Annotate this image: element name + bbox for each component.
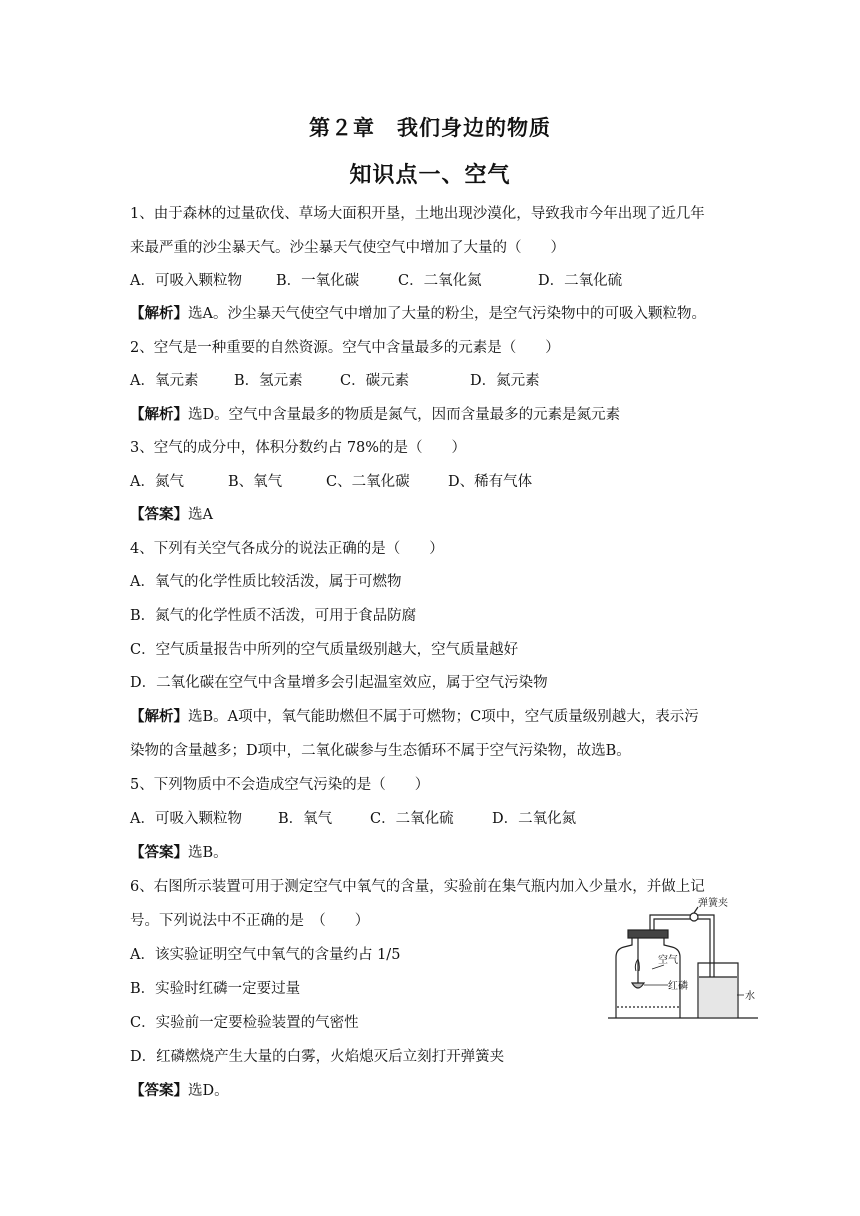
q1-option-d: D．二氧化硫 [538, 273, 623, 289]
flame [635, 959, 639, 971]
q5-answer-text: 选B。 [188, 845, 228, 861]
q1-analysis-text: 选A。沙尘暴天气使空气中增加了大量的粉尘，是空气污染物中的可吸入颗粒物。 [188, 306, 706, 322]
q4-option-c: C．空气质量报告中所列的空气质量级别越大，空气质量越好 [130, 642, 519, 658]
q1-analysis-tag: 【解析】 [130, 305, 188, 322]
q3-stem: 3、空气的成分中，体积分数约占 78%的是（ ） [130, 440, 467, 456]
q6-option-c: C．实验前一定要检验装置的气密性 [130, 1015, 359, 1031]
q3-answer-text: 选A [188, 507, 213, 523]
q2-stem: 2、空气是一种重要的自然资源。空气中含量最多的元素是（ ） [130, 340, 560, 356]
q1-option-c: C．二氧化氮 [398, 273, 482, 289]
label-water: 水 [745, 991, 755, 1002]
q6-answer-tag: 【答案】 [130, 1082, 188, 1099]
q2-analysis-tag: 【解析】 [130, 406, 188, 423]
q4-analysis [130, 707, 699, 727]
q2-option-a: A．氧元素 [130, 373, 199, 389]
chapter-title: 第２章 我们身边的物质 [309, 116, 551, 140]
phosphorus-spoon [632, 983, 644, 988]
q3-option-a: A．氮气 [130, 474, 184, 490]
q3-option-d: D、稀有气体 [448, 474, 533, 490]
q4-option-a: A．氧气的化学性质比较活泼，属于可燃物 [130, 574, 402, 590]
q1-option-a: A．可吸入颗粒物 [130, 273, 242, 289]
q5-options [130, 809, 576, 829]
q3-answer-tag: 【答案】 [130, 506, 188, 523]
q4-option-d: D．二氧化碳在空气中含量增多会引起温室效应，属于空气污染物 [130, 675, 548, 691]
q5-option-c: C．二氧化硫 [370, 811, 454, 827]
q1-stem-line1: 1、由于森林的过量砍伐、草场大面积开垦，土地出现沙漠化，导致我市今年出现了近几年 [130, 206, 705, 222]
q2-option-d: D．氮元素 [470, 373, 540, 389]
q5-option-a: A．可吸入颗粒物 [130, 811, 242, 827]
spring-clamp [690, 913, 698, 921]
q2-option-c: C．碳元素 [340, 373, 410, 389]
q6-stem-line1: 6、右图所示装置可用于测定空气中氧气的含量，实验前在集气瓶内加入少量水，并做上记 [130, 879, 705, 895]
q3-option-b: B、氧气 [228, 474, 283, 490]
q1-option-b: B．一氧化碳 [276, 273, 360, 289]
q6-option-a: A．该实验证明空气中氧气的含量约占 1/5 [130, 947, 401, 963]
label-clamp: 弹簧夹 [698, 898, 728, 909]
q6-option-d: D．红磷燃烧产生大量的白雾，火焰熄灭后立刻打开弹簧夹 [130, 1049, 505, 1065]
q4-option-b: B．氮气的化学性质不活泼，可用于食品防腐 [130, 608, 417, 624]
q3-option-c: C、二氧化碳 [326, 474, 410, 490]
label-phosphorus: 红磷 [668, 981, 688, 992]
section-title: 知识点一、空气 [349, 163, 511, 188]
q6-answer-text: 选D。 [188, 1083, 229, 1099]
q5-option-d: D．二氧化氮 [492, 811, 577, 827]
q1-stem-line2: 来最严重的沙尘暴天气。沙尘暴天气使空气中增加了大量的（ ） [130, 240, 565, 256]
q4-stem: 4、下列有关空气各成分的说法正确的是（ ） [130, 541, 444, 557]
q5-stem: 5、下列物质中不会造成空气污染的是（ ） [130, 777, 430, 793]
q4-analysis-text-line1: 选B。A项中，氧气能助燃但不属于可燃物；C项中，空气质量级别越大，表示污 [188, 709, 699, 725]
q1-analysis [130, 304, 706, 324]
q6-stem-line2: 号。下列说法中不正确的是 （ ） [130, 913, 370, 929]
q2-option-b: B．氢元素 [234, 373, 303, 389]
apparatus-diagram [606, 897, 760, 1023]
q4-analysis-tag: 【解析】 [130, 708, 188, 725]
q5-answer [130, 843, 228, 863]
q3-options [130, 472, 532, 492]
q5-answer-tag: 【答案】 [130, 844, 188, 861]
label-air: 空气 [658, 955, 678, 966]
q6-answer [130, 1081, 229, 1101]
q3-answer [130, 505, 213, 525]
q5-option-b: B．氧气 [278, 811, 333, 827]
q6-option-b: B．实验时红磷一定要过量 [130, 981, 301, 997]
q4-analysis-text-line2: 染物的含量越多；D项中，二氧化碳参与生态循环不属于空气污染物，故选B。 [130, 743, 631, 759]
beaker-water [699, 977, 737, 1017]
q2-analysis [130, 405, 620, 425]
q2-options [130, 371, 540, 391]
stopper [628, 930, 668, 938]
gas-bottle [616, 937, 680, 1018]
q1-options [130, 271, 622, 291]
q2-analysis-text: 选D。空气中含量最多的物质是氮气，因而含量最多的元素是氮元素 [188, 407, 621, 423]
